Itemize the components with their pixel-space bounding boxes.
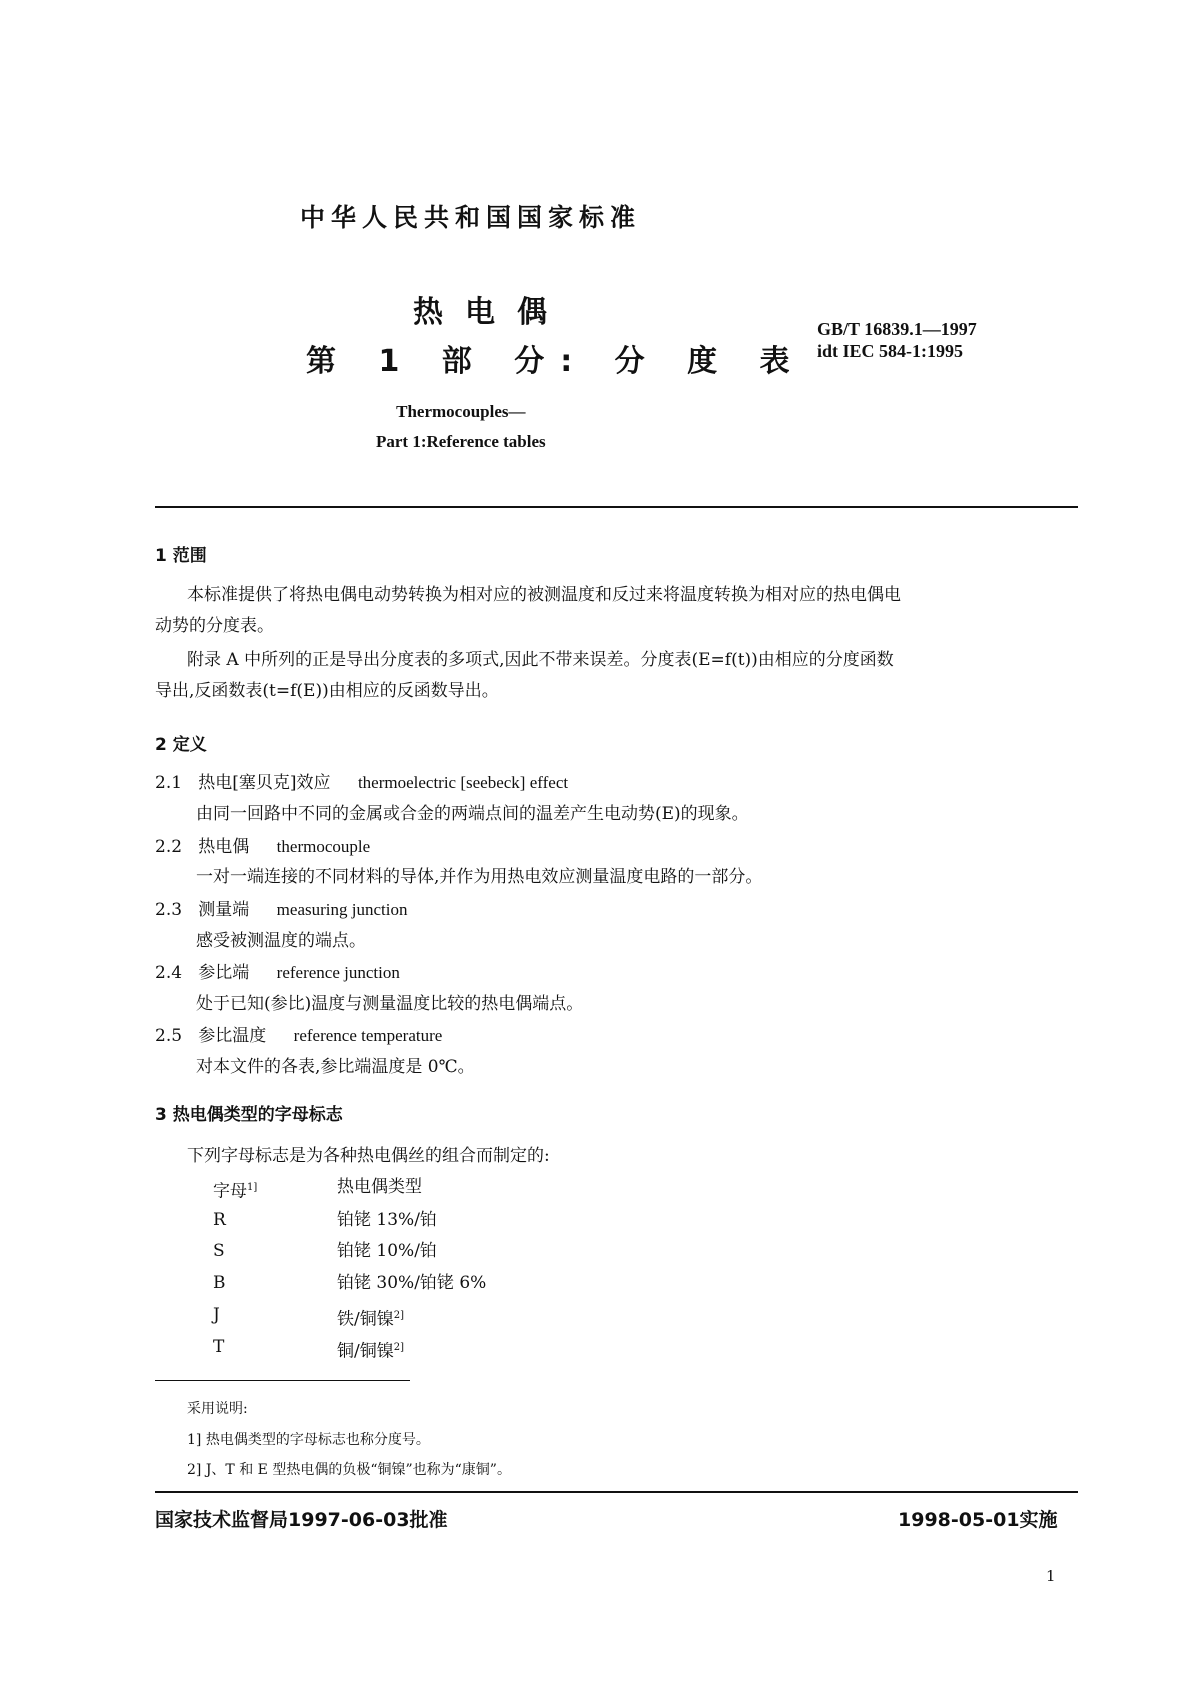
- definition-2-2-term: [155, 831, 370, 863]
- footnote-ref-2: 2]: [393, 1310, 404, 1321]
- type-row-type-j: [337, 1300, 404, 1336]
- definition-number: 2.2: [155, 837, 183, 857]
- term-cn: 参比温度: [198, 1026, 267, 1046]
- term-en: thermoelectric [seebeck] effect: [357, 773, 569, 792]
- definition-2-2-text: 一对一端连接的不同材料的导体,并作为用热电效应测量温度电路的一部分。: [196, 867, 763, 887]
- definition-number: 2.4: [155, 963, 183, 983]
- definition-2-5-term: [155, 1020, 442, 1052]
- type-row-letter-r: R: [213, 1210, 226, 1230]
- type-text: 铁/铜镍: [337, 1309, 394, 1330]
- term-en: reference temperature: [293, 1026, 443, 1045]
- definition-2-4-term: [155, 957, 400, 989]
- footer-rule: [155, 1491, 1078, 1493]
- standard-number: GB/T 16839.1—1997: [817, 319, 977, 339]
- standard-number-block: [817, 318, 977, 362]
- note-2: 2] J、T 和 E 型热电偶的负极“铜镍”也称为“康铜”。: [187, 1462, 511, 1478]
- definition-2-5-text: 对本文件的各表,参比端温度是 0℃。: [196, 1057, 475, 1077]
- type-row-type-t: [337, 1332, 404, 1368]
- notes-rule: [155, 1380, 410, 1381]
- term-cn: 热电偶: [198, 837, 250, 857]
- col-letter: 字母: [213, 1181, 247, 1202]
- section1-para1-line2: 动势的分度表。: [155, 616, 274, 636]
- definition-2-3-text: 感受被测温度的端点。: [196, 931, 366, 951]
- note-1: 1] 热电偶类型的字母标志也称分度号。: [187, 1432, 430, 1448]
- definition-number: 2.3: [155, 900, 183, 920]
- definition-number: 2.5: [155, 1026, 183, 1046]
- section3-heading: 3 热电偶类型的字母标志: [155, 1105, 343, 1125]
- section2-heading: 2 定义: [155, 735, 207, 755]
- term-en: reference junction: [276, 963, 400, 982]
- term-en: thermocouple: [276, 837, 371, 856]
- definition-2-4-text: 处于已知(参比)温度与测量温度比较的热电偶端点。: [196, 994, 584, 1014]
- type-table-header-letter: [213, 1172, 257, 1208]
- notes-title: 采用说明:: [187, 1401, 248, 1417]
- footnote-ref-2: 2]: [393, 1342, 404, 1353]
- definition-2-1-term: [155, 767, 568, 799]
- definition-2-1-text: 由同一回路中不同的金属或合金的两端点间的温差产生电动势(E)的现象。: [196, 804, 749, 824]
- term-cn: 测量端: [198, 900, 250, 920]
- term-cn: 热电[塞贝克]效应: [198, 773, 331, 793]
- english-title-line1: Thermocouples—: [396, 402, 526, 421]
- definition-2-3-term: [155, 894, 407, 926]
- type-row-letter-t: T: [213, 1337, 225, 1357]
- approval-date: 国家技术监督局1997-06-03批准: [155, 1509, 448, 1531]
- type-row-type-b: 铂铑 30%/铂铑 6%: [337, 1273, 487, 1293]
- term-cn: 参比端: [198, 963, 250, 983]
- term-en: measuring junction: [276, 900, 408, 919]
- section3-intro: 下列字母标志是为各种热电偶丝的组合而制定的:: [187, 1146, 550, 1166]
- title-cn-line2: 第 1 部 分: 分 度 表: [306, 344, 806, 379]
- section1-para1-line1: 本标准提供了将热电偶电动势转换为相对应的被测温度和反过来将温度转换为相对应的热电偶电: [187, 585, 901, 605]
- type-row-type-r: 铂铑 13%/铂: [337, 1210, 437, 1230]
- title-cn-line1: 热电偶: [413, 295, 569, 330]
- page-number: 1: [1046, 1567, 1056, 1585]
- type-row-letter-j: J: [213, 1305, 220, 1325]
- english-title: [376, 397, 546, 457]
- definition-number: 2.1: [155, 773, 183, 793]
- section1-para2-line2: 导出,反函数表(t=f(E))由相应的反函数导出。: [155, 681, 499, 701]
- footnote-ref-1: 1]: [247, 1182, 258, 1193]
- type-row-type-s: 铂铑 10%/铂: [337, 1241, 437, 1261]
- idt-reference: idt IEC 584-1:1995: [817, 341, 964, 361]
- type-text: 铜/铜镍: [337, 1341, 394, 1362]
- section1-para2-line1: 附录 A 中所列的正是导出分度表的多项式,因此不带来误差。分度表(E=f(t))由相应的分度函数: [187, 650, 894, 670]
- english-title-line2: Part 1:Reference tables: [376, 432, 546, 451]
- type-row-letter-s: S: [213, 1241, 225, 1261]
- national-standard-heading: 中华人民共和国国家标准: [300, 203, 642, 232]
- type-row-letter-b: B: [213, 1273, 226, 1293]
- section1-heading: 1 范围: [155, 546, 207, 566]
- implementation-date: 1998-05-01实施: [898, 1509, 1058, 1531]
- type-table-header-type: 热电偶类型: [337, 1177, 422, 1197]
- header-rule: [155, 506, 1078, 508]
